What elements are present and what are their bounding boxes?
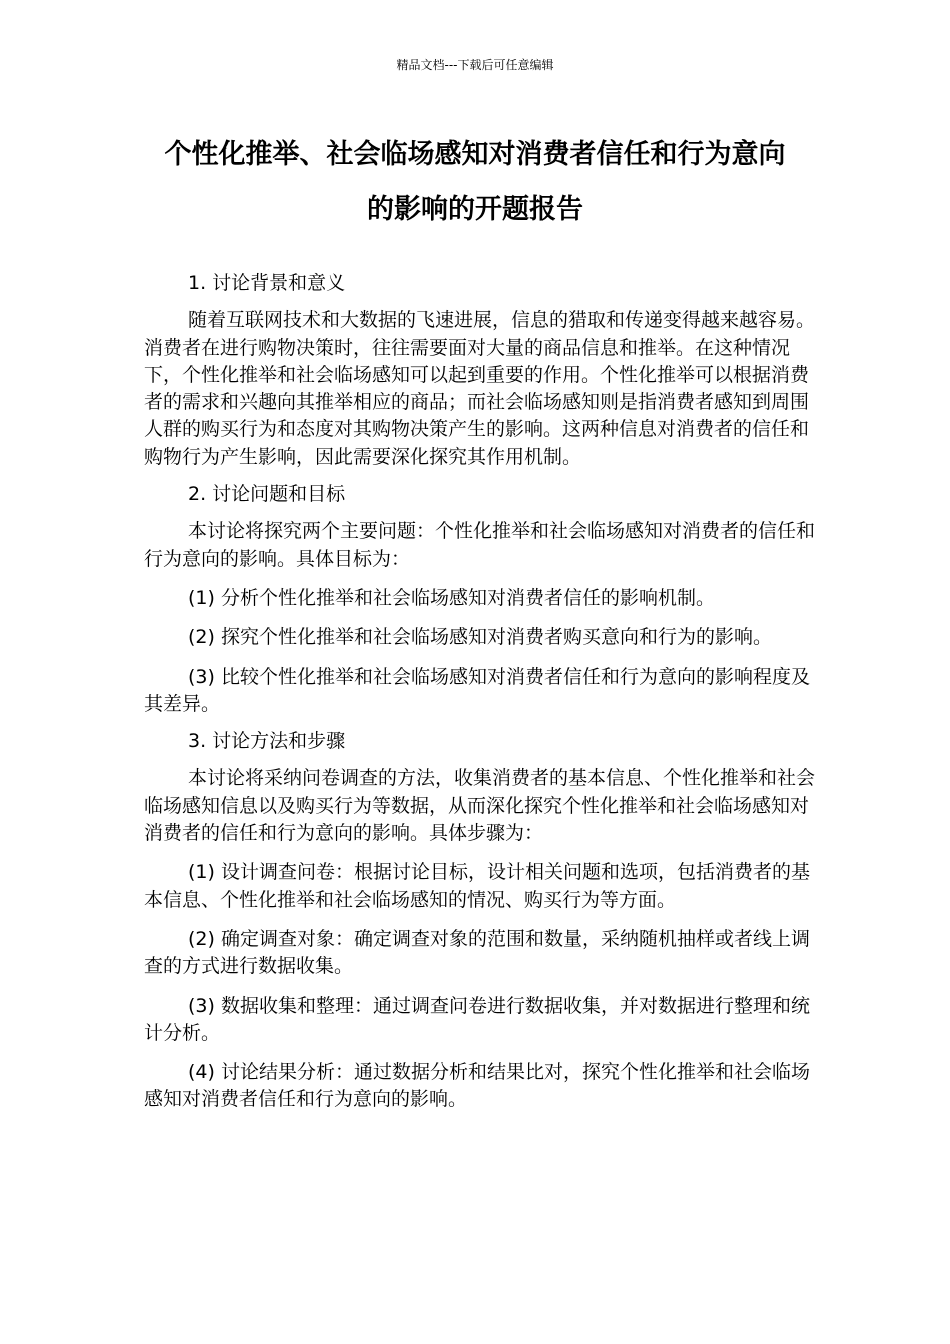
section-1-paragraph: 随着互联网技术和大数据的飞速进展，信息的猎取和传递变得越来越容易。消费者在进行购物决策时，往往需要面对大量的商品信息和推举。在这种情况下，个性化推举和社会临场感知可以起到重要的作用。个性化推举可以根据消费者的需求和兴趣向其推举相应的商品；而社会临场感知则是指消费者感知到周围人群的购买行为和态度对其购物决策产生的影响。这两种信息对消费者的信任和购物行为产生影响，因此需要深化探究其作用机制。 xyxy=(144,309,816,468)
section-2-heading: 2. 讨论问题和目标 xyxy=(188,483,346,506)
document-title-line-1: 个性化推举、社会临场感知对消费者信任和行为意向 xyxy=(164,139,786,170)
section-3-heading: 3. 讨论方法和步骤 xyxy=(188,730,346,753)
page-header-note: 精品文档---下载后可任意编辑 xyxy=(396,58,554,72)
section-2-item-1: (1) 分析个性化推举和社会临场感知对消费者信任的影响机制。 xyxy=(188,586,715,609)
section-3-paragraph: 本讨论将采纳问卷调查的方法，收集消费者的基本信息、个性化推举和社会临场感知信息以及购买行为等数据，从而深化探究个性化推举和社会临场感知对消费者的信任和行为意向的影响。具体步骤为： xyxy=(144,767,816,845)
section-2-item-3: (3) 比较个性化推举和社会临场感知对消费者信任和行为意向的影响程度及其差异。 xyxy=(144,665,810,715)
section-2-item-2: (2) 探究个性化推举和社会临场感知对消费者购买意向和行为的影响。 xyxy=(188,626,772,649)
section-3-step-4: (4) 讨论结果分析：通过数据分析和结果比对，探究个性化推举和社会临场感知对消费者信任和行为意向的影响。 xyxy=(144,1061,810,1111)
section-2-paragraph: 本讨论将探究两个主要问题：个性化推举和社会临场感知对消费者的信任和行为意向的影响。具体目标为： xyxy=(144,520,816,570)
document-title-line-2: 的影响的开题报告 xyxy=(367,194,583,225)
section-1-heading: 1. 讨论背景和意义 xyxy=(188,272,346,294)
section-3-step-2: (2) 确定调查对象：确定调查对象的范围和数量，采纳随机抽样或者线上调查的方式进行数据收集。 xyxy=(144,927,810,978)
document-body xyxy=(144,270,824,1114)
section-3-step-1: (1) 设计调查问卷：根据讨论目标，设计相关问题和选项，包括消费者的基本信息、个性化推举和社会临场感知的情况、购买行为等方面。 xyxy=(144,861,810,911)
section-3-step-3: (3) 数据收集和整理：通过调查问卷进行数据收集，并对数据进行整理和统计分析。 xyxy=(144,994,810,1044)
